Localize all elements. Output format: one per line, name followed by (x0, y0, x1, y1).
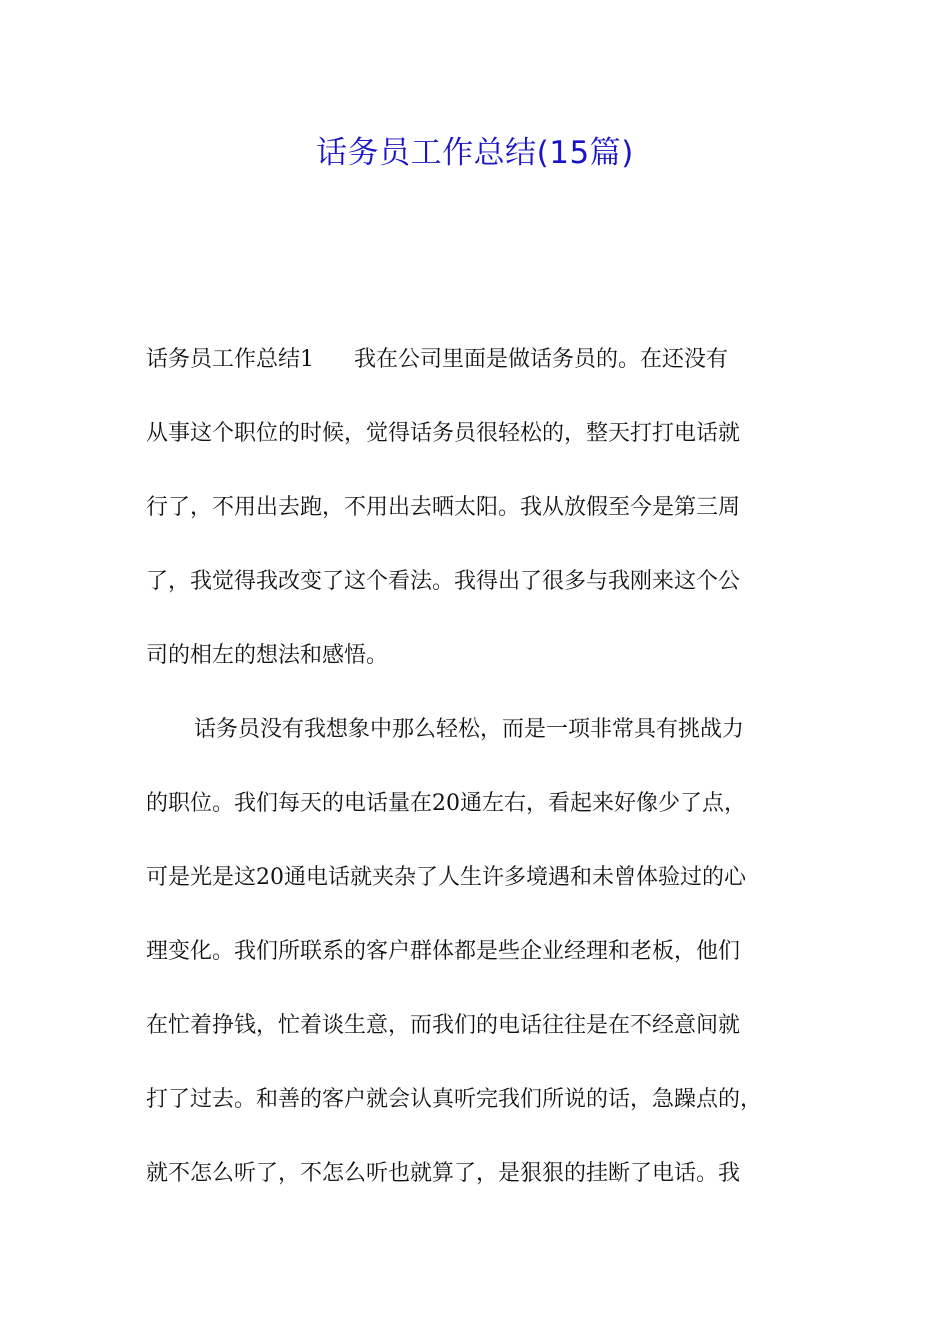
paragraph-line: 司的相左的想法和感悟。 (146, 643, 389, 668)
paragraph-line: 话务员没有我想象中那么轻松，而是一项非常具有挑战力 (194, 717, 745, 742)
paragraph-line: 就不怎么听了，不怎么听也就算了，是狠狠的挂断了电话。我 (146, 1161, 741, 1186)
document-body (146, 336, 826, 1224)
paragraph-text: 我在公司里面是做话务员的。在还没有 (354, 347, 729, 372)
paragraph-line: 从事这个职位的时候，觉得话务员很轻松的，整天打打电话就 (146, 421, 741, 446)
paragraph-line: 可是光是这20通电话就夹杂了人生许多境遇和未曾体验过的心 (146, 865, 746, 890)
section-heading: 话务员工作总结1 (146, 347, 314, 372)
paragraph-line: 理变化。我们所联系的客户群体都是些企业经理和老板，他们 (146, 939, 741, 964)
paragraph-line: 的职位。我们每天的电话量在20通左右，看起来好像少了点， (146, 791, 746, 816)
paragraph-line: 行了，不用出去跑，不用出去晒太阳。我从放假至今是第三周 (146, 495, 741, 520)
document-title: 话务员工作总结(15篇) (316, 135, 634, 171)
paragraph-line: 了，我觉得我改变了这个看法。我得出了很多与我刚来这个公 (146, 569, 741, 594)
paragraph-line: 打了过去。和善的客户就会认真听完我们所说的话，急躁点的， (146, 1087, 763, 1112)
paragraph-line: 在忙着挣钱，忙着谈生意，而我们的电话往往是在不经意间就 (146, 1013, 741, 1038)
paragraph-line (146, 336, 826, 410)
